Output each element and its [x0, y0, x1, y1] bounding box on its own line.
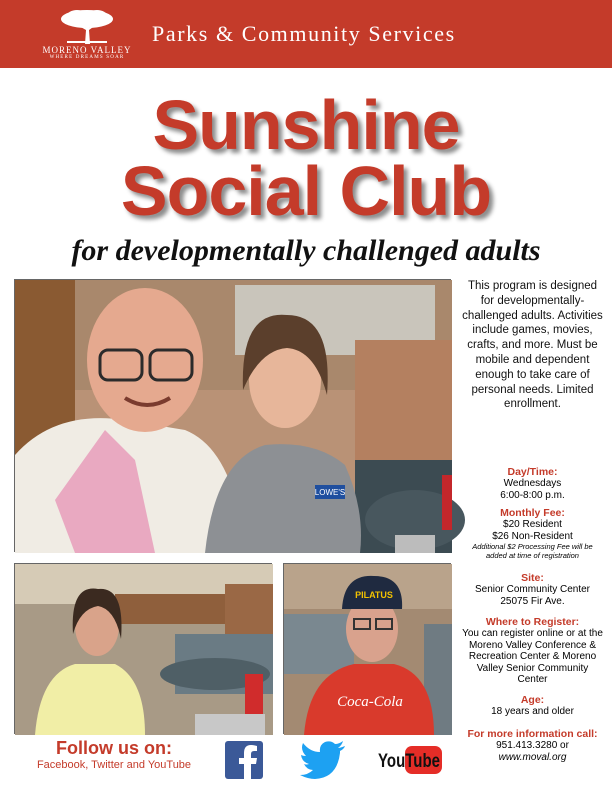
youtube-icon[interactable]	[376, 744, 442, 776]
register-text: You can register online or at the Moreno Valley Conference & Recreation Center & Moreno Valley Senior Community Center	[462, 628, 603, 685]
follow-networks: Facebook, Twitter and YouTube	[36, 759, 192, 771]
coca-cola-shirt-logo: Coca-Cola	[337, 694, 403, 710]
follow-section	[14, 738, 214, 772]
fee-section	[461, 507, 604, 560]
youtube-logo-text: YouTube	[378, 751, 440, 772]
daytime-day: Wednesdays	[503, 478, 562, 489]
logo-city: MORENO VALLEY	[42, 45, 132, 55]
left-photo	[14, 563, 272, 734]
daytime-time: 6:00-8:00 p.m.	[500, 489, 565, 501]
department-name: Parks & Community Services	[152, 21, 456, 46]
title-line-1: Sunshine	[152, 86, 460, 164]
tree-icon	[59, 8, 115, 44]
fee-note: Additional $2 Processing Fee will be added at time of registration	[472, 542, 593, 560]
twitter-icon[interactable]	[300, 741, 346, 779]
follow-title: Follow us on:	[56, 738, 172, 758]
program-description	[461, 279, 604, 412]
site-address: 25075 Fir Ave.	[500, 595, 565, 607]
age-value: 18 years and older	[491, 706, 574, 717]
register-section	[461, 616, 604, 686]
logo-slogan: WHERE DREAMS SOAR	[49, 55, 125, 60]
subtitle: for developmentally challenged adults	[71, 234, 541, 267]
right-photo	[283, 563, 451, 734]
main-photo	[14, 279, 451, 552]
fee-nonresident: $26 Non-Resident	[492, 530, 573, 542]
age-section	[461, 694, 604, 718]
age-label: Age:	[520, 694, 545, 706]
site-label: Site:	[521, 572, 544, 584]
facebook-icon[interactable]	[225, 741, 263, 779]
info-phone: 951.413.3280 or	[496, 740, 569, 751]
pilatus-cap-logo: PILATUS	[355, 590, 393, 600]
info-section	[461, 728, 604, 763]
lowes-shirt-logo: LOWE'S	[314, 488, 346, 497]
description-text: This program is designed for developmentally-challenged adults. Activities include games, movies, crafts, and more. Must be mobile and dependent enough to take care of personal needs. Limited enrollment.	[462, 280, 603, 411]
title-line-2: Social Club	[120, 152, 492, 230]
daytime-section	[461, 466, 604, 501]
site-section	[461, 572, 604, 607]
site-name: Senior Community Center	[474, 584, 591, 595]
header-banner	[0, 0, 612, 68]
info-label: For more information call:	[467, 728, 598, 740]
register-label: Where to Register:	[485, 616, 580, 628]
fee-resident: $20 Resident	[503, 519, 562, 530]
daytime-label: Day/Time:	[507, 466, 558, 478]
info-website[interactable]: www.moval.org	[498, 751, 567, 763]
fee-label: Monthly Fee:	[500, 507, 565, 519]
moreno-valley-logo	[36, 8, 138, 64]
